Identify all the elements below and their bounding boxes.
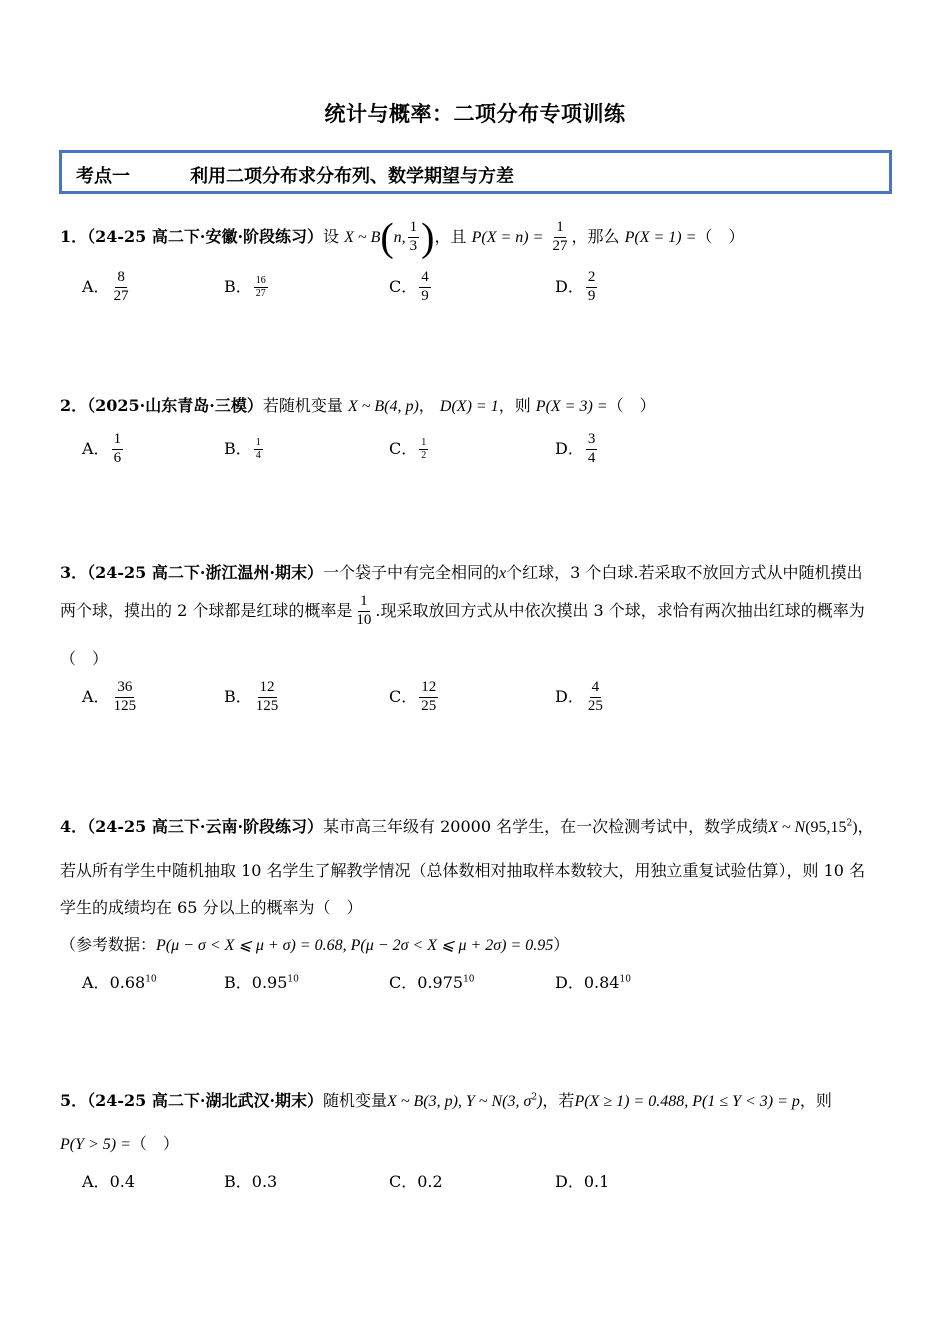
question-text: 两个球，摸出的 2 个球都是红球的概率是	[60, 600, 353, 620]
question-text: ，则	[498, 396, 531, 415]
option-d[interactable]: D． $\frac{3}{4}$	[555, 431, 596, 466]
question-5: 5．（24-25 高二下·湖北武汉·期末）随机变量X ~ B(3, p), Y ~ N(3, $\sigma^2$)，若P(X ≥ 1) = 0.488, P(1 ≤ Y < 3) = p，则	[60, 1091, 832, 1110]
question-3-line-2	[60, 594, 865, 629]
answer-paren: （ ）	[130, 1134, 179, 1153]
question-text: 个红球，3 个白球.若采取不放回方式从中随机摸出	[506, 563, 863, 582]
answer-paren: （ ）	[607, 396, 656, 415]
option-b[interactable]: B． $\frac{12}{125}$	[224, 679, 279, 714]
option-a[interactable]: A．0.68$^{10}$	[82, 973, 157, 992]
answer-paren: （ ）	[696, 226, 745, 246]
question-number: 1．	[60, 226, 88, 246]
question-text: 一个袋子中有完全相同的	[323, 563, 500, 582]
math-expression: P(μ − σ < X ⩽ μ + σ) = 0.68, P(μ − 2σ < X ⩽ μ + 2σ) = 0.95	[156, 937, 554, 954]
math-expression: X ~ B(3, p), Y ~ N(3, σ	[387, 1093, 532, 1110]
math-expression: P(X = n) =	[471, 228, 544, 246]
math-expression: D(X) = 1	[439, 398, 499, 415]
option-a[interactable]: A．0.4	[82, 1172, 136, 1191]
question-4-line-2: 若从所有学生中随机抽取 10 名学生了解教学情况（总体数相对抽取样本数较大，用独立重复试验估算），则 10 名	[60, 861, 866, 880]
option-d[interactable]: D．0.84$^{10}$	[555, 973, 631, 992]
option-c[interactable]: C．0.2	[389, 1172, 443, 1191]
fraction: $\frac{1}{3}$	[409, 219, 418, 254]
question-text: .现采取放回方式从中依次摸出 3 个球，求恰有两次抽出红球的概率为	[375, 600, 865, 620]
question-text: ，且	[434, 226, 467, 246]
math-expression: P(X = 1) =	[624, 228, 697, 246]
question-source: （24-25 高二下·安徽·阶段练习）	[87, 226, 324, 246]
question-number: 3．	[60, 563, 88, 582]
question-2	[60, 398, 656, 415]
option-c[interactable]: C． $\frac{4}{9}$	[389, 269, 429, 304]
option-c[interactable]: C． $\frac{1}{2}$	[389, 436, 427, 461]
question-source: （24-25 高二下·浙江温州·期末）	[87, 563, 324, 582]
question-source: （24-25 高二下·湖北武汉·期末）	[87, 1091, 324, 1110]
question-text: ，则	[799, 1091, 832, 1110]
option-b[interactable]: B．0.3	[224, 1172, 278, 1191]
option-b[interactable]: B． $\frac{1}{4}$	[224, 436, 261, 461]
section-title: 利用二项分布求分布列、数学期望与方差	[190, 166, 514, 187]
question-1: 1．（24-25 高二下·安徽·阶段练习）设 X ~ B(n, $\frac{1}{3}$ )，且 P(X = n) = $\frac{1}{27}$ ，那么 P(X = 1) =（ ）	[60, 214, 745, 260]
answer-paren: （ ）	[60, 649, 109, 668]
question-4: 4．（24-25 高三下·云南·阶段练习）某市高三年级有 20000 名学生，在一次检测考试中，数学成绩X ~ N(95,15$^2$)，	[60, 817, 874, 836]
option-c[interactable]: C． $\frac{12}{25}$	[389, 679, 437, 714]
question-4-line-3: 学生的成绩均在 65 分以上的概率为（ ）	[60, 898, 363, 917]
option-d[interactable]: D． $\frac{2}{9}$	[555, 269, 596, 304]
question-text: ，	[418, 396, 435, 415]
option-a[interactable]: A． $\frac{1}{6}$	[82, 431, 122, 466]
math-expression: X ~ N	[768, 819, 806, 836]
question-text: 随机变量	[323, 1091, 388, 1110]
reference-data: （参考数据：P(μ − σ < X ⩽ μ + σ) = 0.68, P(μ − 2σ < X ⩽ μ + 2σ) = 0.95）	[60, 935, 570, 954]
math-expression: P(Y > 5) =	[60, 1136, 131, 1153]
option-a[interactable]: A． $\frac{36}{125}$	[82, 679, 137, 714]
question-text: 若随机变量	[262, 396, 343, 415]
math-expression: n,	[393, 228, 406, 246]
option-a[interactable]: A． $\frac{8}{27}$	[82, 269, 129, 304]
section-header	[59, 150, 892, 194]
fraction: $\frac{1}{10}$	[356, 593, 372, 628]
question-text: 某市高三年级有 20000 名学生，在一次检测考试中，数学成绩	[323, 817, 769, 836]
math-expression: P(X ≥ 1) = 0.488, P(1 ≤ Y < 3) = p	[574, 1093, 800, 1110]
question-text: ，那么	[571, 226, 620, 246]
question-text: ，	[857, 817, 874, 836]
option-d[interactable]: D． $\frac{4}{25}$	[555, 679, 603, 714]
question-text: ，若	[542, 1091, 575, 1110]
question-text: 设	[323, 226, 340, 246]
math-expression: X ~ B	[344, 228, 381, 246]
option-d[interactable]: D．0.1	[555, 1172, 610, 1191]
math-expression: 95,15	[810, 819, 847, 836]
option-b[interactable]: B． $\frac{16}{27}$	[224, 274, 266, 299]
question-5-line-2	[60, 1131, 179, 1154]
question-source: （24-25 高三下·云南·阶段练习）	[87, 817, 324, 836]
question-number: 2．	[60, 396, 88, 415]
fraction: $\frac{1}{27}$	[552, 219, 568, 254]
section-label: 考点一	[76, 166, 130, 187]
option-b[interactable]: B．0.95$^{10}$	[224, 973, 299, 992]
page-title: 统计与概率：二项分布专项训练	[324, 101, 626, 126]
question-number: 5．	[60, 1091, 88, 1110]
option-c[interactable]: C．0.975$^{10}$	[389, 973, 475, 992]
math-expression: X ~ B(4, p)	[347, 398, 419, 415]
math-variable: x	[499, 565, 507, 582]
question-number: 4．	[60, 817, 88, 836]
question-3	[60, 560, 863, 583]
math-expression: P(X = 3) =	[535, 398, 608, 415]
question-source: （2025·山东青岛·三模）	[87, 396, 263, 415]
